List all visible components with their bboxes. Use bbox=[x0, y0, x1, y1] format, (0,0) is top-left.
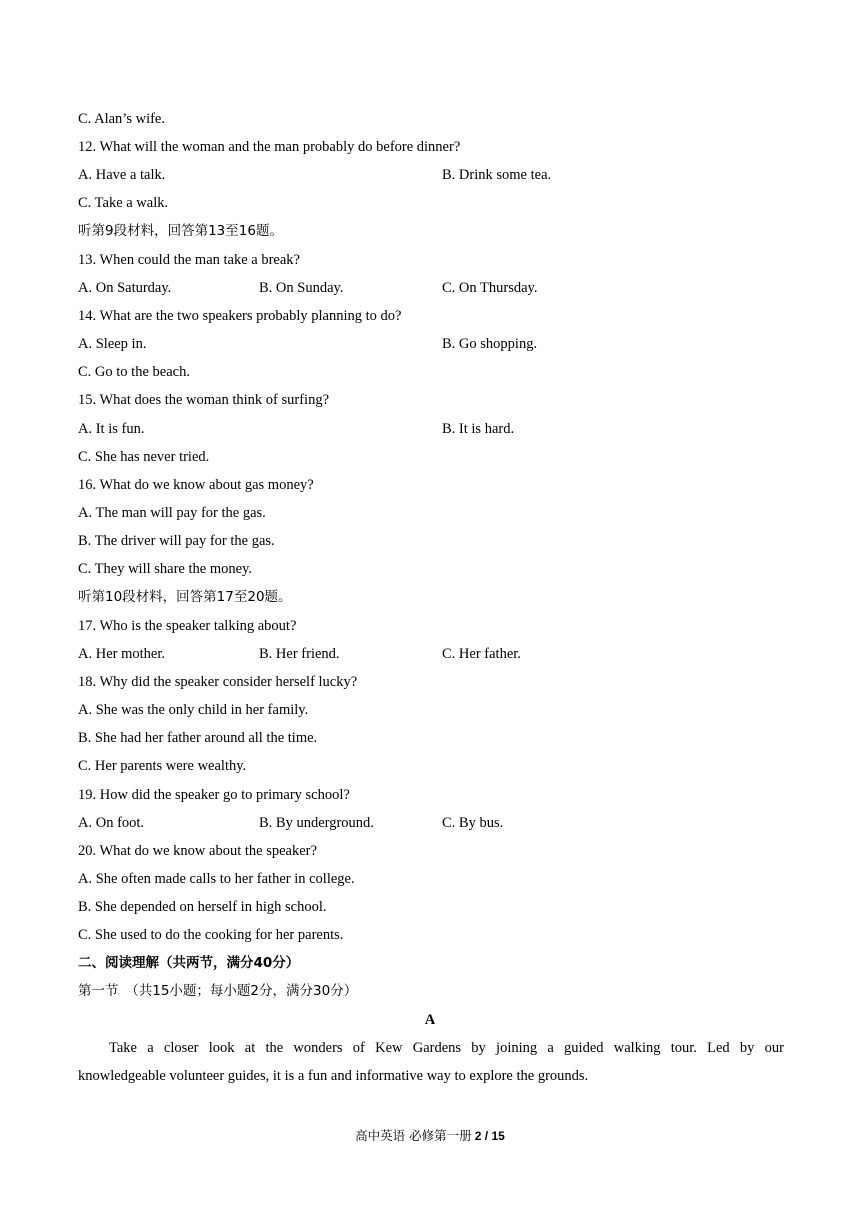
option-c-q18: C. Her parents were wealthy. bbox=[78, 758, 247, 774]
passage-line-2: knowledgeable volunteer guides, it is a fun and informative way to explore the grounds. bbox=[78, 1068, 589, 1084]
question-18: 18. Why did the speaker consider herself lucky? bbox=[78, 674, 358, 690]
question-19: 19. How did the speaker go to primary school? bbox=[78, 787, 350, 803]
page-footer bbox=[0, 1127, 860, 1145]
option-c-q19: C. By bus. bbox=[442, 815, 504, 831]
option-a-q19: A. On foot. bbox=[78, 815, 145, 831]
option-b-q14: B. Go shopping. bbox=[442, 336, 538, 352]
passage-title-a: A bbox=[424, 1012, 436, 1028]
options-q14-row1 bbox=[78, 334, 678, 354]
option-b-q13: B. On Sunday. bbox=[259, 280, 344, 296]
option-b-q15: B. It is hard. bbox=[442, 421, 515, 437]
option-a-q13: A. On Saturday. bbox=[78, 280, 172, 296]
option-a-q17: A. Her mother. bbox=[78, 646, 165, 662]
question-14: 14. What are the two speakers probably planning to do? bbox=[78, 308, 402, 324]
option-b-q16: B. The driver will pay for the gas. bbox=[78, 533, 275, 549]
option-b-q12: B. Drink some tea. bbox=[442, 167, 552, 183]
option-c-q17: C. Her father. bbox=[442, 646, 521, 662]
passage-line-1: Take a closer look at the wonders of Kew Gardens by joining a guided walking tour. Led by our bbox=[109, 1040, 784, 1056]
question-17: 17. Who is the speaker talking about? bbox=[78, 618, 297, 634]
option-c-q16: C. They will share the money. bbox=[78, 561, 252, 577]
question-15: 15. What does the woman think of surfing? bbox=[78, 392, 330, 408]
option-a-q18: A. She was the only child in her family. bbox=[78, 702, 309, 718]
option-c-q13: C. On Thursday. bbox=[442, 280, 538, 296]
subsection-heading-1: 第一节 （共15小题；每小题2分，满分30分） bbox=[78, 983, 358, 999]
section-instruction-9: 听第9段材料，回答第13至16题。 bbox=[78, 223, 283, 239]
option-c-q14: C. Go to the beach. bbox=[78, 364, 190, 380]
question-13: 13. When could the man take a break? bbox=[78, 252, 300, 268]
option-a-q12: A. Have a talk. bbox=[78, 167, 166, 183]
option-b-q18: B. She had her father around all the time. bbox=[78, 730, 318, 746]
option-a-q15: A. It is fun. bbox=[78, 421, 145, 437]
option-b-q19: B. By underground. bbox=[259, 815, 374, 831]
passage-a-paragraph bbox=[78, 1034, 784, 1090]
options-q19 bbox=[78, 813, 678, 833]
option-c-q15: C. She has never tried. bbox=[78, 449, 210, 465]
options-q17 bbox=[78, 644, 678, 664]
option-b-q20: B. She depended on herself in high school. bbox=[78, 899, 327, 915]
option-c-q11: C. Alan’s wife. bbox=[78, 111, 165, 127]
section-heading-reading: 二、阅读理解（共两节，满分40分） bbox=[78, 955, 300, 971]
section-instruction-10: 听第10段材料，回答第17至20题。 bbox=[78, 589, 292, 605]
page-number: 2 / 15 bbox=[474, 1129, 505, 1143]
option-a-q14: A. Sleep in. bbox=[78, 336, 147, 352]
options-q13 bbox=[78, 278, 678, 298]
option-b-q17: B. Her friend. bbox=[259, 646, 340, 662]
question-16: 16. What do we know about gas money? bbox=[78, 477, 314, 493]
option-c-q20: C. She used to do the cooking for her parents. bbox=[78, 927, 344, 943]
question-12: 12. What will the woman and the man probably do before dinner? bbox=[78, 139, 461, 155]
option-a-q20: A. She often made calls to her father in college. bbox=[78, 871, 355, 887]
footer-label: 高中英语 必修第一册 bbox=[355, 1128, 472, 1143]
options-q15-row1 bbox=[78, 419, 678, 439]
question-20: 20. What do we know about the speaker? bbox=[78, 843, 317, 859]
option-a-q16: A. The man will pay for the gas. bbox=[78, 505, 266, 521]
option-c-q12: C. Take a walk. bbox=[78, 195, 169, 211]
options-q12-row1 bbox=[78, 165, 678, 185]
